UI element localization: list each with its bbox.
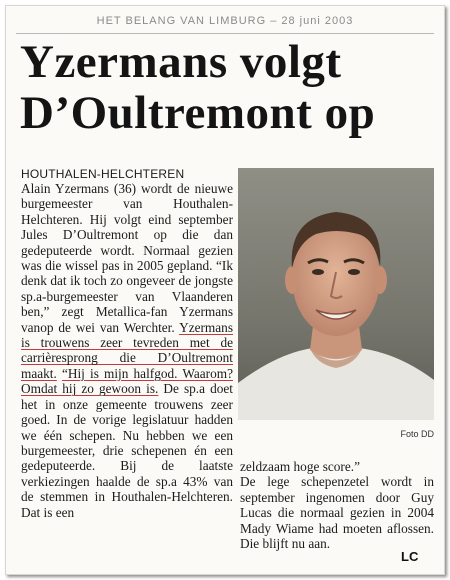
masthead-divider: [16, 33, 434, 34]
author-initials: LC: [401, 549, 419, 564]
article-text: zeldzaam hoge score.”: [240, 459, 360, 474]
highlighted-quote: “Hij is mijn halfgod. Waarom? Omdat hij zo gewoon is.: [21, 365, 233, 397]
article-paragraph: [21, 181, 233, 520]
newspaper-clipping: [5, 5, 445, 575]
headline-line-1: Yzermans volgt: [20, 36, 342, 88]
article-column-left: [21, 167, 233, 520]
article-text: Alain Yzermans (36) wordt de nieuwe burgemeester van Houthalen-Helchteren. Hij volgt eind september Jules D’Oultremont op die dan gedeputeerde wordt. Normaal gezien was die wissel pas in 2005 gepland. “Ik denk dat ik toch zo ongeveer de jongste sp.a-burgemeester van Vlaanderen ben,” zegt Metallica-fan Yzermans vanop de wei van Werchter.: [21, 181, 233, 335]
headline: [20, 37, 440, 139]
portrait-photo: [238, 168, 434, 420]
masthead: HET BELANG VAN LIMBURG – 28 juni 2003: [96, 15, 354, 27]
highlighted-text: Yzermans is trouwens zeer tevreden met de carrièresprong die D’Oultremont maakt.: [21, 319, 233, 381]
article-text: De sp.a doet het in onze gemeente trouwens zeer goed. In de vorige legislatuur hadden we één schepen. Nu hebben we een burgemeester, drie schepenen én een gedeputeerde. Bij de laatste verkiezingen haalde de sp.a 43% van de stemmen in Houthalen-Helchteren. Dat is een: [21, 381, 233, 520]
portrait-illustration: [238, 168, 434, 420]
headline-line-2: D’Oultremont op: [20, 87, 376, 139]
article-paragraph: De lege schepenzetel wordt in september ingenomen door Guy Lucas die normaal gezien in 2004 Mady Wiame had moeten aflossen. Die blijft nu aan.: [240, 474, 434, 552]
photo-credit: Foto DD: [400, 429, 434, 439]
dateline: HOUTHALEN-HELCHTEREN: [21, 167, 185, 181]
article-column-right: [240, 459, 434, 551]
